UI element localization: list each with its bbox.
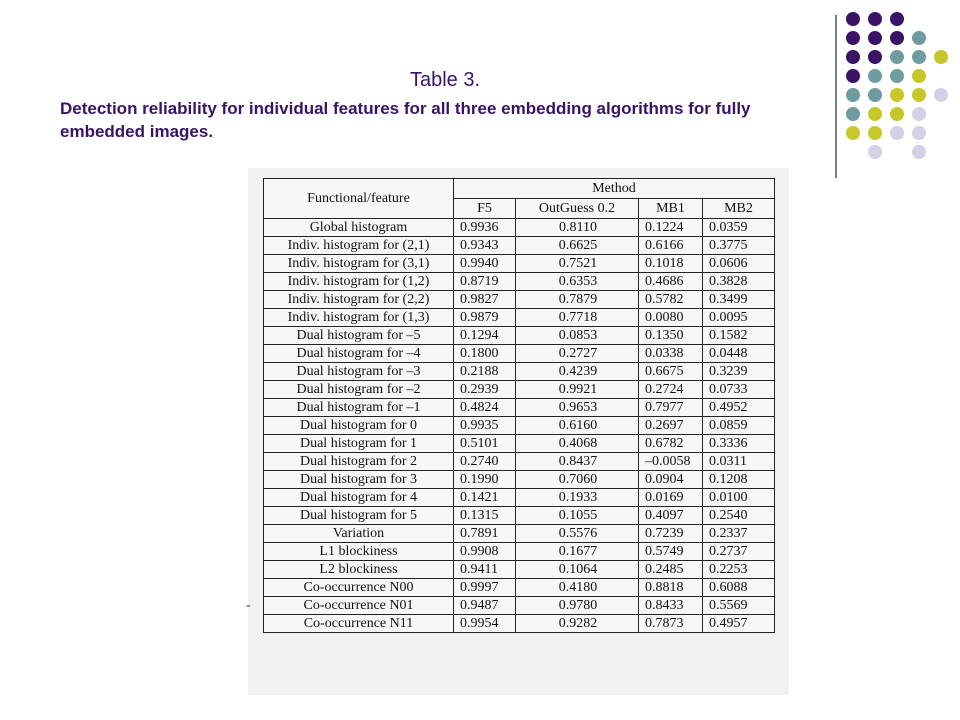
feature-cell: Dual histogram for 4 bbox=[264, 489, 454, 507]
value-cell: 0.9908 bbox=[454, 543, 516, 561]
decorative-dot bbox=[890, 31, 904, 45]
decorative-dot bbox=[868, 88, 882, 102]
table-row bbox=[264, 579, 775, 597]
value-cell: 0.2697 bbox=[639, 417, 703, 435]
value-cell: 0.5569 bbox=[703, 597, 775, 615]
value-cell: 0.9879 bbox=[454, 309, 516, 327]
value-cell: 0.2188 bbox=[454, 363, 516, 381]
table-row bbox=[264, 237, 775, 255]
value-cell: 0.8110 bbox=[516, 219, 639, 237]
feature-cell: Global histogram bbox=[264, 219, 454, 237]
value-cell: 0.7060 bbox=[516, 471, 639, 489]
value-cell: 0.6160 bbox=[516, 417, 639, 435]
decorative-dot bbox=[912, 69, 926, 83]
feature-cell: Dual histogram for –4 bbox=[264, 345, 454, 363]
feature-cell: L1 blockiness bbox=[264, 543, 454, 561]
value-cell: 0.0095 bbox=[703, 309, 775, 327]
decorative-dot bbox=[868, 107, 882, 121]
value-cell: 0.7239 bbox=[639, 525, 703, 543]
feature-cell: Dual histogram for 5 bbox=[264, 507, 454, 525]
value-cell: 0.2337 bbox=[703, 525, 775, 543]
value-cell: 0.1294 bbox=[454, 327, 516, 345]
feature-cell: Co-occurrence N11 bbox=[264, 615, 454, 633]
feature-cell: Dual histogram for 2 bbox=[264, 453, 454, 471]
feature-cell: Indiv. histogram for (2,2) bbox=[264, 291, 454, 309]
feature-cell: Dual histogram for –3 bbox=[264, 363, 454, 381]
value-cell: 0.4097 bbox=[639, 507, 703, 525]
table-row bbox=[264, 219, 775, 237]
table-row bbox=[264, 399, 775, 417]
table-row bbox=[264, 507, 775, 525]
value-cell: 0.0448 bbox=[703, 345, 775, 363]
decorative-dot bbox=[846, 31, 860, 45]
value-cell: 0.7718 bbox=[516, 309, 639, 327]
table-row bbox=[264, 381, 775, 399]
feature-cell: Dual histogram for –2 bbox=[264, 381, 454, 399]
feature-cell: Dual histogram for –5 bbox=[264, 327, 454, 345]
decorative-dot bbox=[890, 69, 904, 83]
table-row bbox=[264, 615, 775, 633]
decorative-dot bbox=[890, 12, 904, 26]
value-cell: 0.3336 bbox=[703, 435, 775, 453]
value-cell: 0.2540 bbox=[703, 507, 775, 525]
value-cell: 0.7977 bbox=[639, 399, 703, 417]
table-row bbox=[264, 255, 775, 273]
divider-line bbox=[835, 15, 837, 178]
table-row bbox=[264, 345, 775, 363]
value-cell: 0.0100 bbox=[703, 489, 775, 507]
decorative-dot bbox=[868, 126, 882, 140]
value-cell: 0.1933 bbox=[516, 489, 639, 507]
table-row bbox=[264, 525, 775, 543]
value-cell: 0.9487 bbox=[454, 597, 516, 615]
table-row bbox=[264, 291, 775, 309]
decorative-dot bbox=[868, 69, 882, 83]
value-cell: –0.0058 bbox=[639, 453, 703, 471]
value-cell: 0.1018 bbox=[639, 255, 703, 273]
slide-title-block bbox=[60, 68, 830, 143]
decorative-dot bbox=[890, 88, 904, 102]
value-cell: 0.1315 bbox=[454, 507, 516, 525]
decorative-dot bbox=[912, 145, 926, 159]
value-cell: 0.9343 bbox=[454, 237, 516, 255]
value-cell: 0.0859 bbox=[703, 417, 775, 435]
decorative-dot bbox=[912, 88, 926, 102]
decorative-dot bbox=[934, 88, 948, 102]
value-cell: 0.9935 bbox=[454, 417, 516, 435]
slide-title: Table 3. bbox=[409, 69, 481, 91]
value-cell: 0.0853 bbox=[516, 327, 639, 345]
value-cell: 0.9827 bbox=[454, 291, 516, 309]
decorative-dot bbox=[912, 50, 926, 64]
value-cell: 0.0904 bbox=[639, 471, 703, 489]
value-cell: 0.1582 bbox=[703, 327, 775, 345]
value-cell: 0.0338 bbox=[639, 345, 703, 363]
table-row bbox=[264, 273, 775, 291]
table-row bbox=[264, 471, 775, 489]
feature-cell: Indiv. histogram for (1,3) bbox=[264, 309, 454, 327]
value-cell: 0.9921 bbox=[516, 381, 639, 399]
feature-cell: Dual histogram for –1 bbox=[264, 399, 454, 417]
decorative-dot bbox=[846, 107, 860, 121]
value-cell: 0.9936 bbox=[454, 219, 516, 237]
value-cell: 0.2737 bbox=[703, 543, 775, 561]
value-cell: 0.1677 bbox=[516, 543, 639, 561]
value-cell: 0.3499 bbox=[703, 291, 775, 309]
value-cell: 0.9653 bbox=[516, 399, 639, 417]
value-cell: 0.8433 bbox=[639, 597, 703, 615]
value-cell: 0.3239 bbox=[703, 363, 775, 381]
table-row bbox=[264, 453, 775, 471]
value-cell: 0.5576 bbox=[516, 525, 639, 543]
value-cell: 0.3828 bbox=[703, 273, 775, 291]
value-cell: 0.8818 bbox=[639, 579, 703, 597]
value-cell: 0.9780 bbox=[516, 597, 639, 615]
value-cell: 0.0169 bbox=[639, 489, 703, 507]
feature-cell: Indiv. histogram for (1,2) bbox=[264, 273, 454, 291]
value-cell: 0.9954 bbox=[454, 615, 516, 633]
feature-cell: Dual histogram for 1 bbox=[264, 435, 454, 453]
table-row bbox=[264, 435, 775, 453]
value-cell: 0.4686 bbox=[639, 273, 703, 291]
feature-cell: Co-occurrence N00 bbox=[264, 579, 454, 597]
table-row bbox=[264, 489, 775, 507]
decorative-dot bbox=[868, 12, 882, 26]
value-cell: 0.4068 bbox=[516, 435, 639, 453]
table-row bbox=[264, 597, 775, 615]
feature-cell: Indiv. histogram for (3,1) bbox=[264, 255, 454, 273]
decorative-dot bbox=[912, 107, 926, 121]
value-cell: 0.2727 bbox=[516, 345, 639, 363]
value-cell: 0.4239 bbox=[516, 363, 639, 381]
decorative-dot bbox=[846, 126, 860, 140]
value-cell: 0.5101 bbox=[454, 435, 516, 453]
decorative-dot bbox=[912, 31, 926, 45]
table-row bbox=[264, 309, 775, 327]
value-cell: 0.2939 bbox=[454, 381, 516, 399]
value-cell: 0.1055 bbox=[516, 507, 639, 525]
decorative-dot bbox=[890, 107, 904, 121]
table-body bbox=[264, 219, 775, 633]
decorative-dot bbox=[890, 50, 904, 64]
feature-cell: Dual histogram for 0 bbox=[264, 417, 454, 435]
decorative-dot bbox=[846, 50, 860, 64]
feature-cell: Co-occurrence N01 bbox=[264, 597, 454, 615]
value-cell: 0.3775 bbox=[703, 237, 775, 255]
value-cell: 0.5749 bbox=[639, 543, 703, 561]
decorative-dot bbox=[846, 88, 860, 102]
value-cell: 0.7873 bbox=[639, 615, 703, 633]
value-cell: 0.4824 bbox=[454, 399, 516, 417]
feature-cell: Variation bbox=[264, 525, 454, 543]
header-col-f5: F5 bbox=[454, 199, 516, 219]
value-cell: 0.4180 bbox=[516, 579, 639, 597]
table-row bbox=[264, 363, 775, 381]
value-cell: 0.5782 bbox=[639, 291, 703, 309]
value-cell: 0.1208 bbox=[703, 471, 775, 489]
feature-cell: Dual histogram for 3 bbox=[264, 471, 454, 489]
value-cell: 0.6353 bbox=[516, 273, 639, 291]
value-cell: 0.7521 bbox=[516, 255, 639, 273]
value-cell: 0.6088 bbox=[703, 579, 775, 597]
value-cell: 0.1421 bbox=[454, 489, 516, 507]
header-col-mb1: MB1 bbox=[639, 199, 703, 219]
value-cell: 0.6782 bbox=[639, 435, 703, 453]
value-cell: 0.8719 bbox=[454, 273, 516, 291]
header-feature: Functional/feature bbox=[264, 179, 454, 219]
scan-mark: - bbox=[246, 598, 251, 613]
value-cell: 0.2740 bbox=[454, 453, 516, 471]
decorative-dot bbox=[868, 50, 882, 64]
value-cell: 0.2253 bbox=[703, 561, 775, 579]
decorative-dot bbox=[934, 50, 948, 64]
value-cell: 0.9997 bbox=[454, 579, 516, 597]
header-method: Method bbox=[454, 179, 775, 199]
value-cell: 0.0311 bbox=[703, 453, 775, 471]
value-cell: 0.0733 bbox=[703, 381, 775, 399]
value-cell: 0.0359 bbox=[703, 219, 775, 237]
value-cell: 0.1064 bbox=[516, 561, 639, 579]
decorative-dot bbox=[846, 69, 860, 83]
decorative-dot bbox=[890, 126, 904, 140]
detection-reliability-table bbox=[263, 178, 775, 633]
value-cell: 0.9282 bbox=[516, 615, 639, 633]
value-cell: 0.0606 bbox=[703, 255, 775, 273]
feature-cell: L2 blockiness bbox=[264, 561, 454, 579]
value-cell: 0.0080 bbox=[639, 309, 703, 327]
table-row bbox=[264, 327, 775, 345]
table-row bbox=[264, 417, 775, 435]
value-cell: 0.1350 bbox=[639, 327, 703, 345]
value-cell: 0.6166 bbox=[639, 237, 703, 255]
decorative-dot bbox=[846, 12, 860, 26]
value-cell: 0.6675 bbox=[639, 363, 703, 381]
value-cell: 0.6625 bbox=[516, 237, 639, 255]
value-cell: 0.4957 bbox=[703, 615, 775, 633]
decorative-dot bbox=[868, 145, 882, 159]
header-col-mb2: MB2 bbox=[703, 199, 775, 219]
value-cell: 0.9940 bbox=[454, 255, 516, 273]
value-cell: 0.7891 bbox=[454, 525, 516, 543]
value-cell: 0.1990 bbox=[454, 471, 516, 489]
value-cell: 0.1224 bbox=[639, 219, 703, 237]
value-cell: 0.2724 bbox=[639, 381, 703, 399]
table-row bbox=[264, 543, 775, 561]
decorative-dot bbox=[868, 31, 882, 45]
header-col-outguess: OutGuess 0.2 bbox=[516, 199, 639, 219]
table-row bbox=[264, 561, 775, 579]
value-cell: 0.1800 bbox=[454, 345, 516, 363]
value-cell: 0.7879 bbox=[516, 291, 639, 309]
decorative-dot bbox=[912, 126, 926, 140]
value-cell: 0.4952 bbox=[703, 399, 775, 417]
feature-cell: Indiv. histogram for (2,1) bbox=[264, 237, 454, 255]
slide-subtitle: Detection reliability for individual features for all three embedding algorithms for fully embedded images. bbox=[60, 99, 751, 141]
decorative-dot-grid bbox=[846, 12, 956, 162]
value-cell: 0.9411 bbox=[454, 561, 516, 579]
value-cell: 0.2485 bbox=[639, 561, 703, 579]
value-cell: 0.8437 bbox=[516, 453, 639, 471]
